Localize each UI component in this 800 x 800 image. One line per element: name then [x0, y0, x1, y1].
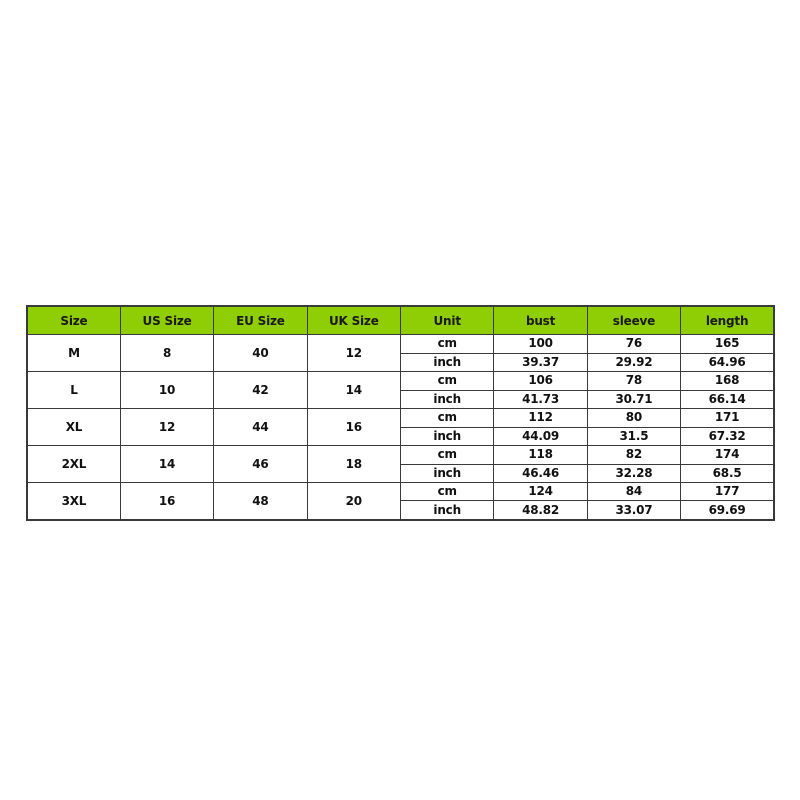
- bust-cell: 100: [494, 335, 587, 354]
- unit-cell: inch: [401, 501, 494, 520]
- header-bust: bust: [494, 306, 587, 335]
- bust-cell: 118: [494, 446, 587, 465]
- length-cell: 165: [681, 335, 774, 354]
- header-sleeve: sleeve: [587, 306, 680, 335]
- unit-cell: inch: [401, 464, 494, 483]
- unit-cell: cm: [401, 372, 494, 391]
- bust-cell: 41.73: [494, 390, 587, 409]
- header-unit: Unit: [401, 306, 494, 335]
- length-cell: 168: [681, 372, 774, 391]
- table-row-3xl-cm: [27, 483, 774, 501]
- sleeve-cell: 76: [587, 335, 680, 354]
- length-cell: 177: [681, 483, 774, 501]
- sleeve-cell: 82: [587, 446, 680, 465]
- length-cell: 69.69: [681, 501, 774, 520]
- sleeve-cell: 84: [587, 483, 680, 501]
- bust-cell: 106: [494, 372, 587, 391]
- uk-size-cell: 14: [307, 372, 400, 409]
- us-size-cell: 14: [120, 446, 213, 483]
- sleeve-cell: 30.71: [587, 390, 680, 409]
- size-cell: L: [27, 372, 120, 409]
- header-length: length: [681, 306, 774, 335]
- unit-cell: cm: [401, 335, 494, 354]
- unit-cell: cm: [401, 483, 494, 501]
- length-cell: 66.14: [681, 390, 774, 409]
- bust-cell: 46.46: [494, 464, 587, 483]
- eu-size-cell: 44: [214, 409, 307, 446]
- unit-cell: inch: [401, 353, 494, 372]
- header-us-size: US Size: [120, 306, 213, 335]
- table-row-xl-cm: [27, 409, 774, 428]
- size-cell: 3XL: [27, 483, 120, 521]
- bust-cell: 124: [494, 483, 587, 501]
- us-size-cell: 8: [120, 335, 213, 372]
- sleeve-cell: 80: [587, 409, 680, 428]
- sleeve-cell: 31.5: [587, 427, 680, 446]
- eu-size-cell: 42: [214, 372, 307, 409]
- size-chart-table: [26, 305, 775, 521]
- uk-size-cell: 16: [307, 409, 400, 446]
- bust-cell: 112: [494, 409, 587, 428]
- size-cell: XL: [27, 409, 120, 446]
- uk-size-cell: 12: [307, 335, 400, 372]
- unit-cell: cm: [401, 446, 494, 465]
- table-row-2xl-cm: [27, 446, 774, 465]
- bust-cell: 39.37: [494, 353, 587, 372]
- header-row: [27, 306, 774, 335]
- length-cell: 174: [681, 446, 774, 465]
- header-size: Size: [27, 306, 120, 335]
- size-cell: 2XL: [27, 446, 120, 483]
- sleeve-cell: 29.92: [587, 353, 680, 372]
- us-size-cell: 12: [120, 409, 213, 446]
- unit-cell: inch: [401, 390, 494, 409]
- sleeve-cell: 33.07: [587, 501, 680, 520]
- length-cell: 68.5: [681, 464, 774, 483]
- table-body: [27, 335, 774, 521]
- sleeve-cell: 32.28: [587, 464, 680, 483]
- bust-cell: 44.09: [494, 427, 587, 446]
- length-cell: 171: [681, 409, 774, 428]
- length-cell: 67.32: [681, 427, 774, 446]
- table-row-m-cm: [27, 335, 774, 354]
- table-row-l-cm: [27, 372, 774, 391]
- unit-cell: cm: [401, 409, 494, 428]
- size-cell: M: [27, 335, 120, 372]
- eu-size-cell: 40: [214, 335, 307, 372]
- table-header: [27, 306, 774, 335]
- length-cell: 64.96: [681, 353, 774, 372]
- eu-size-cell: 48: [214, 483, 307, 521]
- unit-cell: inch: [401, 427, 494, 446]
- sleeve-cell: 78: [587, 372, 680, 391]
- us-size-cell: 16: [120, 483, 213, 521]
- eu-size-cell: 46: [214, 446, 307, 483]
- bust-cell: 48.82: [494, 501, 587, 520]
- uk-size-cell: 20: [307, 483, 400, 521]
- us-size-cell: 10: [120, 372, 213, 409]
- header-uk-size: UK Size: [307, 306, 400, 335]
- header-eu-size: EU Size: [214, 306, 307, 335]
- uk-size-cell: 18: [307, 446, 400, 483]
